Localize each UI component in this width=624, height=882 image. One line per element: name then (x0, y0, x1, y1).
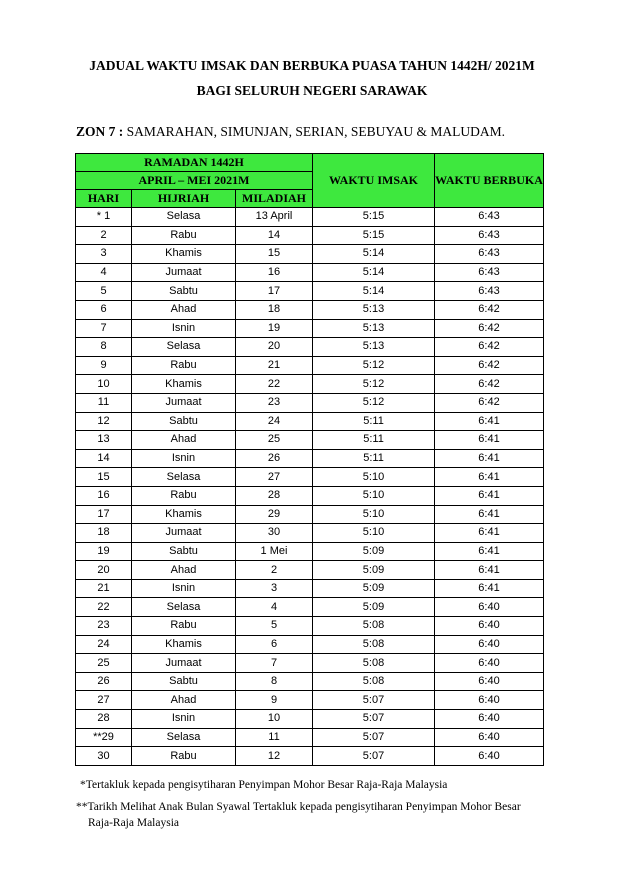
berbuka-cell: 6:42 (435, 319, 544, 338)
imsak-header: WAKTU IMSAK (313, 154, 435, 208)
hijriah-cell: Sabtu (132, 412, 236, 431)
berbuka-cell: 6:42 (435, 338, 544, 357)
table-row (76, 654, 544, 673)
hijriah-cell: Jumaat (132, 393, 236, 412)
hijriah-cell: Ahad (132, 300, 236, 319)
hari-cell: 5 (76, 282, 132, 301)
footnote-2-line1: **Tarikh Melihat Anak Bulan Syawal Tertakluk kepada pengisytiharan Penyimpan Mohor Besar (76, 801, 521, 813)
imsak-cell: 5:08 (313, 635, 435, 654)
table-row (76, 319, 544, 338)
hari-cell: 25 (76, 654, 132, 673)
hari-cell: **29 (76, 728, 132, 747)
table-row (76, 263, 544, 282)
hari-cell: 8 (76, 338, 132, 357)
berbuka-cell: 6:42 (435, 300, 544, 319)
imsak-cell: 5:07 (313, 710, 435, 729)
footnote-2-line2: Raja-Raja Malaysia (88, 817, 180, 829)
berbuka-cell: 6:41 (435, 542, 544, 561)
document-title: JADUAL WAKTU IMSAK DAN BERBUKA PUASA TAHUN 1442H/ 2021M (89, 58, 535, 73)
table-row (76, 691, 544, 710)
hari-cell: 2 (76, 226, 132, 245)
miladiah-cell: 19 (236, 319, 313, 338)
berbuka-cell: 6:40 (435, 672, 544, 691)
hari-cell: 28 (76, 710, 132, 729)
imsak-cell: 5:12 (313, 393, 435, 412)
hijriah-cell: Ahad (132, 561, 236, 580)
hijriah-cell: Ahad (132, 691, 236, 710)
imsak-cell: 5:09 (313, 579, 435, 598)
imsak-cell: 5:11 (313, 449, 435, 468)
berbuka-cell: 6:43 (435, 263, 544, 282)
miladiah-header: MILADIAH (236, 190, 313, 208)
hari-cell: 10 (76, 375, 132, 394)
table-row (76, 505, 544, 524)
table-row (76, 728, 544, 747)
miladiah-cell: 3 (236, 579, 313, 598)
zone-label: ZON 7 : (76, 124, 124, 139)
hari-cell: 26 (76, 672, 132, 691)
month-header: APRIL – MEI 2021M (76, 172, 313, 190)
hijriah-cell: Rabu (132, 747, 236, 766)
hijriah-cell: Sabtu (132, 282, 236, 301)
hijriah-cell: Jumaat (132, 654, 236, 673)
berbuka-cell: 6:41 (435, 431, 544, 450)
imsak-cell: 5:07 (313, 728, 435, 747)
hijriah-cell: Sabtu (132, 542, 236, 561)
imsak-cell: 5:15 (313, 208, 435, 227)
hijriah-cell: Ahad (132, 431, 236, 450)
berbuka-cell: 6:42 (435, 393, 544, 412)
hijriah-cell: Rabu (132, 486, 236, 505)
hari-cell: 27 (76, 691, 132, 710)
miladiah-cell: 25 (236, 431, 313, 450)
hari-cell: 20 (76, 561, 132, 580)
berbuka-cell: 6:40 (435, 728, 544, 747)
berbuka-cell: 6:41 (435, 579, 544, 598)
hijriah-cell: Rabu (132, 356, 236, 375)
miladiah-cell: 9 (236, 691, 313, 710)
hari-cell: 15 (76, 468, 132, 487)
hijriah-cell: Isnin (132, 319, 236, 338)
hari-cell: 4 (76, 263, 132, 282)
prayer-times-table (75, 153, 544, 766)
hijriah-cell: Selasa (132, 208, 236, 227)
miladiah-cell: 4 (236, 598, 313, 617)
hijriah-cell: Isnin (132, 449, 236, 468)
hari-cell: 17 (76, 505, 132, 524)
miladiah-cell: 2 (236, 561, 313, 580)
berbuka-cell: 6:40 (435, 617, 544, 636)
hari-cell: * 1 (76, 208, 132, 227)
table-row (76, 617, 544, 636)
hijriah-cell: Selasa (132, 468, 236, 487)
miladiah-cell: 7 (236, 654, 313, 673)
hijriah-cell: Khamis (132, 245, 236, 264)
table-row (76, 486, 544, 505)
table-row (76, 524, 544, 543)
hari-cell: 21 (76, 579, 132, 598)
imsak-cell: 5:08 (313, 654, 435, 673)
miladiah-cell: 23 (236, 393, 313, 412)
miladiah-cell: 21 (236, 356, 313, 375)
footnote-1: *Tertakluk kepada pengisytiharan Penyimpan Mohor Besar Raja-Raja Malaysia (80, 779, 448, 791)
hijriah-cell: Jumaat (132, 263, 236, 282)
zone-line (76, 124, 505, 140)
table-row (76, 412, 544, 431)
table-body (76, 208, 544, 766)
table-row (76, 356, 544, 375)
hari-cell: 30 (76, 747, 132, 766)
hijriah-cell: Selasa (132, 338, 236, 357)
imsak-cell: 5:14 (313, 263, 435, 282)
hari-cell: 23 (76, 617, 132, 636)
table-row (76, 226, 544, 245)
table-row (76, 393, 544, 412)
miladiah-cell: 8 (236, 672, 313, 691)
miladiah-cell: 12 (236, 747, 313, 766)
hijriah-cell: Rabu (132, 617, 236, 636)
hari-cell: 18 (76, 524, 132, 543)
berbuka-header: WAKTU BERBUKA (435, 154, 544, 208)
hari-cell: 16 (76, 486, 132, 505)
berbuka-cell: 6:40 (435, 654, 544, 673)
hari-cell: 11 (76, 393, 132, 412)
hari-cell: 6 (76, 300, 132, 319)
hijriah-cell: Rabu (132, 226, 236, 245)
hijriah-cell: Jumaat (132, 524, 236, 543)
hijriah-cell: Khamis (132, 505, 236, 524)
miladiah-cell: 15 (236, 245, 313, 264)
table-row (76, 747, 544, 766)
berbuka-cell: 6:40 (435, 710, 544, 729)
table-row (76, 431, 544, 450)
berbuka-cell: 6:41 (435, 505, 544, 524)
document-subtitle: BAGI SELURUH NEGERI SARAWAK (196, 83, 428, 98)
table-row (76, 542, 544, 561)
imsak-cell: 5:07 (313, 691, 435, 710)
miladiah-cell: 16 (236, 263, 313, 282)
imsak-cell: 5:14 (313, 245, 435, 264)
imsak-cell: 5:14 (313, 282, 435, 301)
imsak-cell: 5:12 (313, 356, 435, 375)
berbuka-cell: 6:41 (435, 449, 544, 468)
berbuka-cell: 6:40 (435, 691, 544, 710)
imsak-cell: 5:10 (313, 486, 435, 505)
table-row (76, 579, 544, 598)
miladiah-cell: 30 (236, 524, 313, 543)
hari-header: HARI (76, 190, 132, 208)
miladiah-cell: 5 (236, 617, 313, 636)
imsak-cell: 5:07 (313, 747, 435, 766)
miladiah-cell: 24 (236, 412, 313, 431)
berbuka-cell: 6:41 (435, 412, 544, 431)
berbuka-cell: 6:43 (435, 282, 544, 301)
table-row (76, 561, 544, 580)
imsak-cell: 5:11 (313, 431, 435, 450)
hari-cell: 7 (76, 319, 132, 338)
hijriah-cell: Sabtu (132, 672, 236, 691)
miladiah-cell: 18 (236, 300, 313, 319)
berbuka-cell: 6:41 (435, 524, 544, 543)
imsak-cell: 5:10 (313, 468, 435, 487)
hari-cell: 13 (76, 431, 132, 450)
imsak-cell: 5:13 (313, 338, 435, 357)
imsak-cell: 5:08 (313, 617, 435, 636)
hijriah-cell: Selasa (132, 728, 236, 747)
hari-cell: 9 (76, 356, 132, 375)
table-row (76, 245, 544, 264)
miladiah-cell: 11 (236, 728, 313, 747)
miladiah-cell: 27 (236, 468, 313, 487)
hari-cell: 14 (76, 449, 132, 468)
berbuka-cell: 6:41 (435, 468, 544, 487)
imsak-cell: 5:15 (313, 226, 435, 245)
berbuka-cell: 6:41 (435, 486, 544, 505)
miladiah-cell: 22 (236, 375, 313, 394)
berbuka-cell: 6:41 (435, 561, 544, 580)
berbuka-cell: 6:43 (435, 226, 544, 245)
table-row (76, 449, 544, 468)
miladiah-cell: 14 (236, 226, 313, 245)
berbuka-cell: 6:40 (435, 747, 544, 766)
table-row (76, 282, 544, 301)
hari-cell: 24 (76, 635, 132, 654)
hari-cell: 22 (76, 598, 132, 617)
berbuka-cell: 6:43 (435, 208, 544, 227)
imsak-cell: 5:13 (313, 319, 435, 338)
table-row (76, 338, 544, 357)
miladiah-cell: 28 (236, 486, 313, 505)
zone-areas: SAMARAHAN, SIMUNJAN, SERIAN, SEBUYAU & MALUDAM. (126, 124, 506, 139)
berbuka-cell: 6:40 (435, 598, 544, 617)
imsak-cell: 5:11 (313, 412, 435, 431)
miladiah-cell: 13 April (236, 208, 313, 227)
imsak-cell: 5:10 (313, 524, 435, 543)
table-row (76, 300, 544, 319)
miladiah-cell: 10 (236, 710, 313, 729)
hijriah-cell: Isnin (132, 710, 236, 729)
miladiah-cell: 1 Mei (236, 542, 313, 561)
table-row (76, 598, 544, 617)
berbuka-cell: 6:40 (435, 635, 544, 654)
berbuka-cell: 6:42 (435, 375, 544, 394)
hari-cell: 12 (76, 412, 132, 431)
hijriah-cell: Isnin (132, 579, 236, 598)
table-row (76, 375, 544, 394)
table-row (76, 710, 544, 729)
footnote-2 (76, 799, 546, 831)
imsak-cell: 5:08 (313, 672, 435, 691)
miladiah-cell: 29 (236, 505, 313, 524)
miladiah-cell: 26 (236, 449, 313, 468)
hari-cell: 19 (76, 542, 132, 561)
miladiah-cell: 17 (236, 282, 313, 301)
miladiah-cell: 6 (236, 635, 313, 654)
imsak-cell: 5:10 (313, 505, 435, 524)
hijriah-cell: Khamis (132, 375, 236, 394)
ramadan-header: RAMADAN 1442H (76, 154, 313, 172)
imsak-cell: 5:12 (313, 375, 435, 394)
imsak-cell: 5:09 (313, 598, 435, 617)
imsak-cell: 5:09 (313, 542, 435, 561)
table-row (76, 468, 544, 487)
hijriah-header: HIJRIAH (132, 190, 236, 208)
hijriah-cell: Selasa (132, 598, 236, 617)
table-row (76, 208, 544, 227)
table-row (76, 672, 544, 691)
berbuka-cell: 6:42 (435, 356, 544, 375)
hari-cell: 3 (76, 245, 132, 264)
hijriah-cell: Khamis (132, 635, 236, 654)
berbuka-cell: 6:43 (435, 245, 544, 264)
miladiah-cell: 20 (236, 338, 313, 357)
imsak-cell: 5:13 (313, 300, 435, 319)
imsak-cell: 5:09 (313, 561, 435, 580)
table-row (76, 635, 544, 654)
